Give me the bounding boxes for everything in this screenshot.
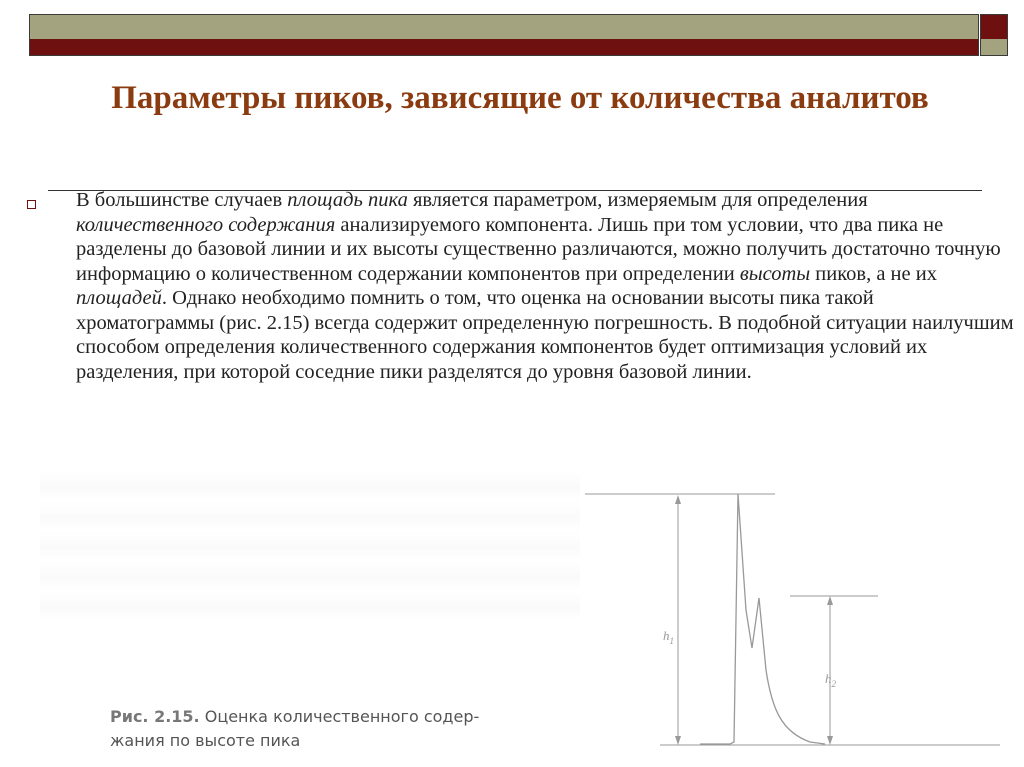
paragraph-italic-run: площадей: [76, 287, 162, 309]
paragraph-run: анализируемого компонента. Лишь при том условии, что два пика не разделены до базовой линии и их высоты существенно различаются, можно получить достаточно точную информацию о количественном содержании компонентов при определении: [76, 213, 1001, 285]
paragraph-italic-run: площадь пика: [287, 189, 408, 211]
paragraph-run: . Однако необходимо помнить о том, что оценка на основании высоты пика такой хроматограммы (рис. 2.15) всегда содержит определенную погрешность. В подобной ситуации наилучшим способом определения количественного содержания компонентов будет оптимизация условий их разделения, при которой соседние пики разделятся до уровня базовой линии.: [76, 287, 1014, 383]
h2-label-letter: h: [825, 671, 832, 686]
body-paragraph: [76, 188, 1016, 384]
h2-arrow-down-icon: [827, 736, 833, 745]
faded-background-text: [40, 470, 580, 620]
figure-caption: [110, 705, 580, 753]
caption-number: Рис. 2.15.: [110, 707, 200, 726]
header-bar: [29, 14, 979, 56]
corner-olive-block: [981, 39, 1007, 55]
h1-label: [663, 628, 674, 646]
chromatogram-figure: [560, 480, 1020, 767]
corner-maroon-block: [981, 15, 1007, 39]
h2-label-subscript: 2: [831, 679, 836, 689]
paragraph-run: является параметром, измеряемым для определения: [407, 189, 868, 211]
header-corner-block: [980, 14, 1008, 56]
h1-label-letter: h: [663, 628, 670, 643]
square-bullet-icon: [27, 200, 36, 209]
h1-arrow-down-icon: [675, 736, 681, 745]
paragraph-run: В большинстве случаев: [76, 189, 288, 211]
h1-arrow-up-icon: [675, 495, 681, 504]
chromatogram-trace: [700, 494, 825, 744]
h1-label-subscript: 1: [669, 636, 674, 646]
header-olive-stripe: [30, 15, 978, 39]
slide-title: Параметры пиков, зависящие от количества аналитов: [111, 80, 929, 116]
header-maroon-stripe: [30, 39, 978, 55]
paragraph-italic-run: количественного содержания: [76, 213, 336, 236]
caption-text: Оценка количественного содер- жания по высоте пика: [110, 707, 480, 750]
paragraph-run: пиков, а не их: [810, 262, 937, 285]
h2-arrow-up-icon: [827, 596, 833, 605]
h2-label: [825, 671, 837, 689]
paragraph-italic-run: высоты: [739, 262, 811, 285]
